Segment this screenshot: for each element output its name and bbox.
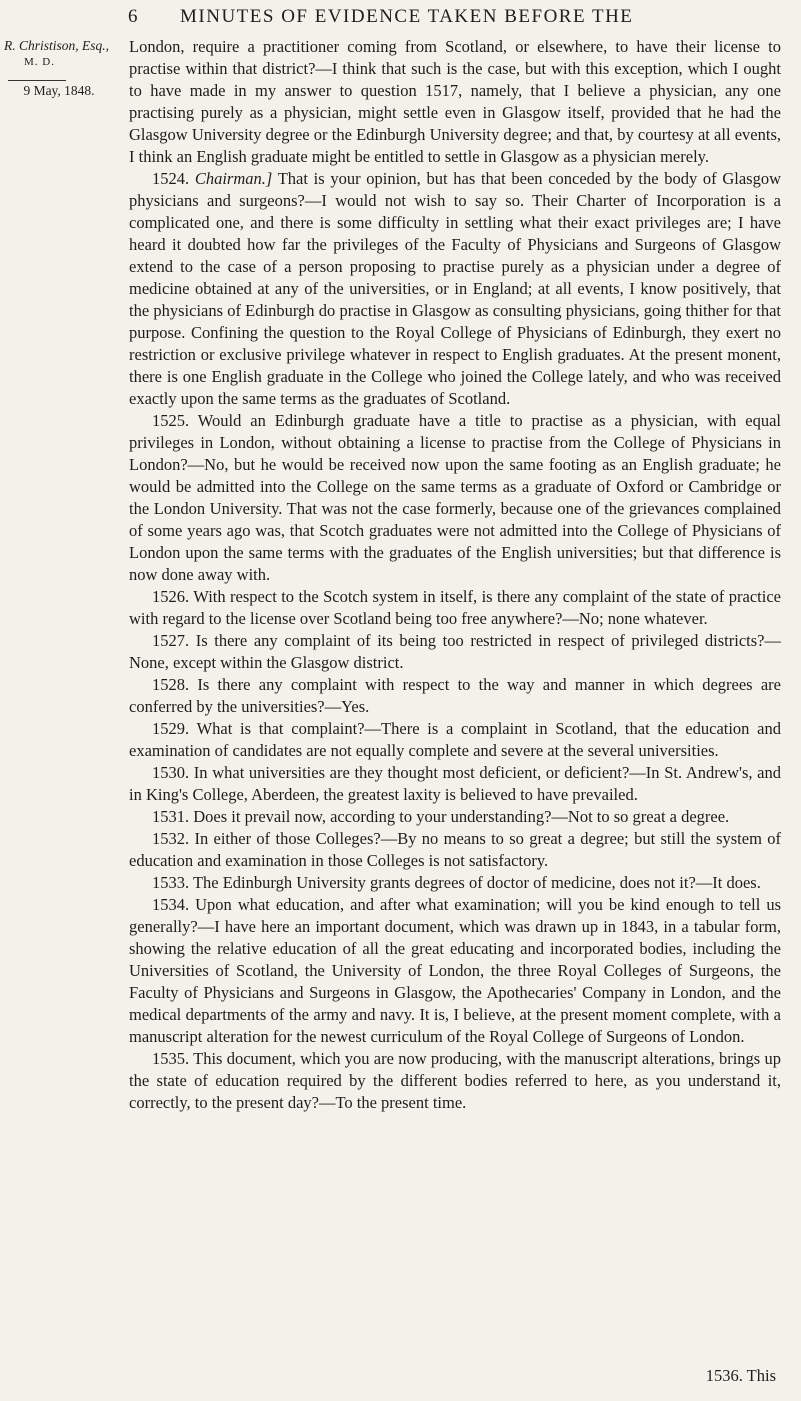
paragraph-text: The Edinburgh University grants degrees of doctor of medicine, does not it?—It does. xyxy=(192,873,761,892)
question-1527 xyxy=(129,630,781,674)
paragraph-text: This document, which you are now producing, with the manuscript alterations, brings up the state of education required by the different bodies referred to here, as you understand it, correctly, to the present day?—To the present time. xyxy=(129,1049,782,1112)
question-number: 1524. xyxy=(152,169,190,188)
question-number: 1533. xyxy=(152,873,190,892)
question-number: 1527. xyxy=(152,631,190,650)
paragraph-text: Upon what education, and after what examination; will you be kind enough to tell us generally?—I have here an important document, which was drawn up in 1843, in a tabular form, showing the relative education of all the great educating and incorporated bodies, including the Universities of Scotland, the University of London, the three Royal Colleges of Surgeons, the Faculty of Physicians and Surgeons in Glasgow, the Apothecaries' Company in London, and the medical departments of the army and navy. It is, I believe, at the present moment complete, with a manuscript alteration for the newest curriculum of the Royal College of Surgeons of London. xyxy=(129,895,782,1046)
page-number: 6 xyxy=(128,6,138,27)
question-number: 1529. xyxy=(152,719,190,738)
witness-name-note xyxy=(4,38,124,70)
question-1535 xyxy=(129,1048,781,1114)
paragraph-text: In what universities are they thought most deficient, or deficient?—In St. Andrew's, and in King's College, Aberdeen, the greatest laxity is believed to have prevailed. xyxy=(129,763,782,804)
question-1526 xyxy=(129,586,781,630)
question-number: 1525. xyxy=(152,411,190,430)
question-1529 xyxy=(129,718,781,762)
question-1530 xyxy=(129,762,781,806)
paragraph-text: With respect to the Scotch system in itself, is there any complaint of the state of practice with regard to the license over Scotland being too free anywhere?—No; none whatever. xyxy=(129,587,782,628)
question-number: 1534. xyxy=(152,895,190,914)
paragraph-text: What is that complaint?—There is a complaint in Scotland, that the education and examination of candidates are not equally complete and severe at the several universities. xyxy=(129,719,781,760)
paragraph-text: London, require a practitioner coming from Scotland, or elsewhere, to have their license to practise within that district?—I think that such is the case, but with this exception, which I ought to have made in my answer to question 1517, namely, that I believe a physician, any one practising purely as a physician, might settle even in Glasgow itself, provided that he had the Glasgow University degree or the Edinburgh University degree; and that, by courtesy at all events, I think an English graduate might be entitled to settle in Glasgow as a physician merely. xyxy=(129,37,781,166)
question-1525 xyxy=(129,410,781,586)
speaker-label: Chairman.] xyxy=(194,169,273,188)
sitting-date: 9 May, 1848. xyxy=(23,83,95,98)
question-number: 1532. xyxy=(152,829,190,848)
evidence-body xyxy=(129,36,781,1114)
question-1532 xyxy=(129,828,781,872)
question-number: 1530. xyxy=(152,763,190,782)
paragraph-continuation xyxy=(129,36,781,168)
question-1531 xyxy=(129,806,781,828)
paragraph-text: Would an Edinburgh graduate have a title to practise as a physician, with equal privileges in London, without obtaining a license to practise from the College of Physicians in London?—No, but he would be received now upon the same footing as an English graduate; he would be admitted into the College on the same terms as a graduate of Oxford or Cambridge or the London University. That was not the case formerly, because one of the grievances complained of some years ago was, that Scotch graduates were not admitted into the College of Physicians of London upon the same terms with the graduates of the English universities; but that difference is now done away with. xyxy=(129,411,781,584)
paragraph-text: In either of those Colleges?—By no means to so great a degree; but still the system of education and examination in those Colleges is not satisfactory. xyxy=(129,829,781,870)
paragraph-text: Is there any complaint with respect to the way and manner in which degrees are conferred by the universities?—Yes. xyxy=(129,675,781,716)
question-number: 1528. xyxy=(152,675,190,694)
question-1528 xyxy=(129,674,781,718)
question-1534 xyxy=(129,894,781,1048)
witness-name: R. Christison, Esq., xyxy=(4,38,110,53)
question-1524 xyxy=(129,168,781,410)
question-number: 1535. xyxy=(152,1049,190,1068)
paragraph-text: Is there any complaint of its being too restricted in respect of privileged districts?—None, except within the Glasgow district. xyxy=(129,631,781,672)
margin-divider xyxy=(8,80,66,81)
witness-degree: M. D. xyxy=(24,56,55,68)
question-1533 xyxy=(129,872,781,894)
question-number: 1526. xyxy=(152,587,190,606)
paragraph-text: Does it prevail now, according to your understanding?—Not to so great a degree. xyxy=(193,807,730,826)
question-number: 1531. xyxy=(152,807,190,826)
running-head: MINUTES OF EVIDENCE TAKEN BEFORE THE xyxy=(180,6,634,27)
catchword: 1536. This xyxy=(705,1366,776,1385)
paragraph-text: That is your opinion, but has that been conceded by the body of Glasgow physicians and surgeons?—I would not wish to say so. Their Charter of Incorporation is a complicated one, and there is some difficulty in settling what their exact privileges are; I have heard it doubted how far the privileges of the Faculty of Physicians and Surgeons of Glasgow extend to the case of a person proposing to practise purely as a physician under a degree of medicine obtained at any of the universities, or in England; at all events, I know positively, that the physicians of Edinburgh do practise in Glasgow as consulting physicians, going thither for that purpose. Confining the question to the Royal College of Physicians of Edinburgh, they exert no restriction or exclusive privilege whatever in respect to English graduates. At the present monent, there is one English graduate in the College who joined the College lately, and who was received exactly upon the same terms as the graduates of Scotland. xyxy=(129,169,782,408)
